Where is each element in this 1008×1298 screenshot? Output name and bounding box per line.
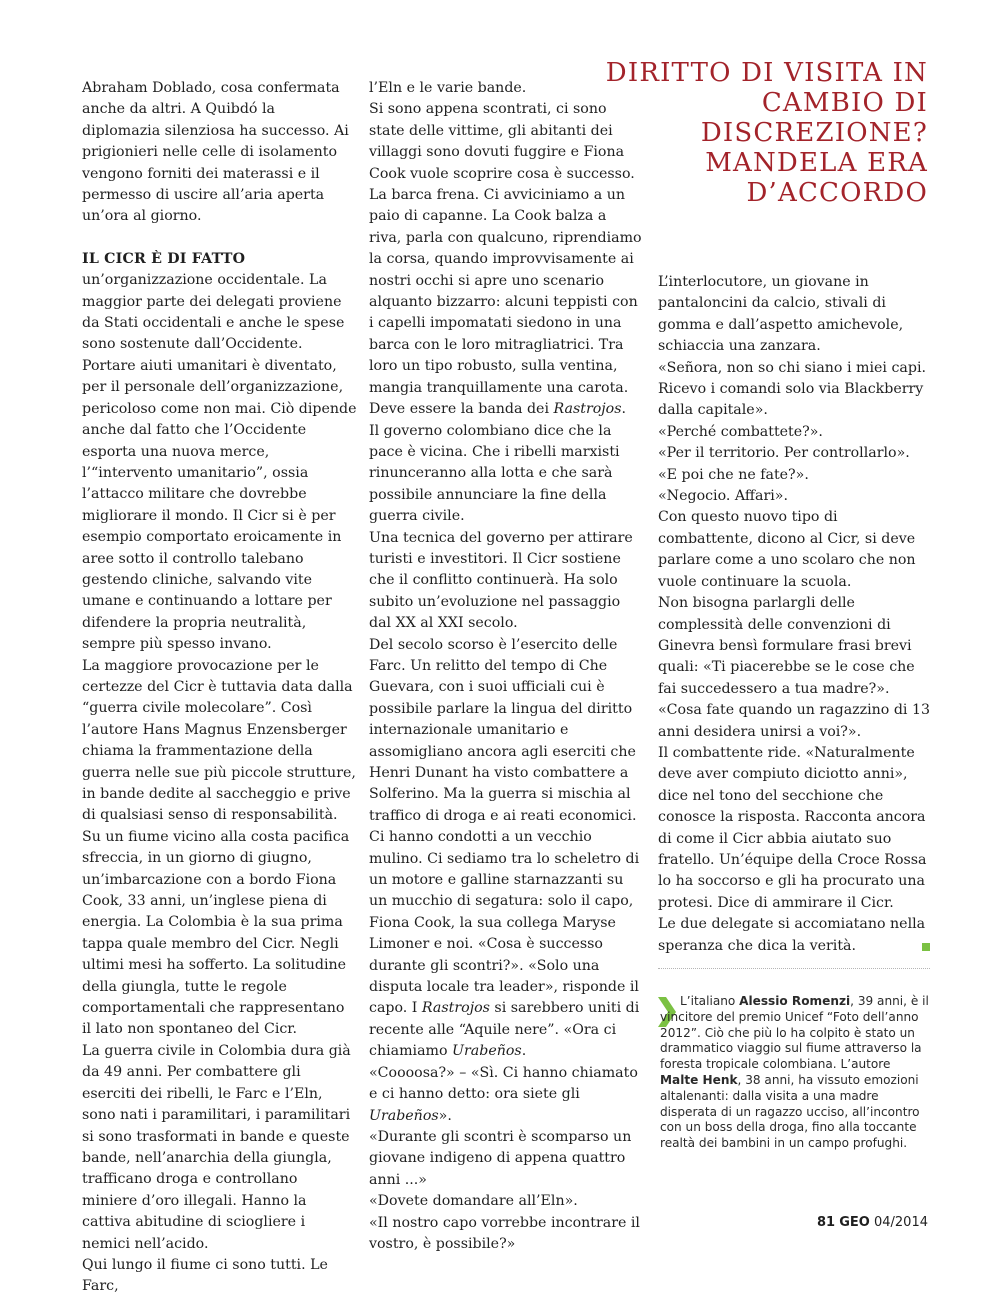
paragraph [369,1063,643,1127]
headline: DIRITTO DI VISITA IN CAMBIO DI DISCREZIONE? MANDELA ERA D’ACCORDO [605,58,928,208]
italic-term: Rastrojos [553,401,622,418]
photo-credits-caption [660,994,930,1152]
paragraph: Il governo colombiano dice che la pace è vicina. Che i ribelli marxisti rinunceranno alla lotta e che sarà possibile annunciare la fine della guerra civile. [369,422,620,525]
caption-text [660,994,930,1152]
paragraph [369,827,643,1062]
paragraph: «Perché combattete?». [658,423,823,440]
paragraph [82,249,357,656]
paragraph-text: Si sono appena scontrati, ci sono state delle vittime, gli abitanti dei villaggi sono dovuti fuggire e Fiona Cook vuole scoprire cosa è successo. La barca frena. Ci avviciniamo a un paio di capanne. La Cook balza a riva, parla con qualcuno, riprendiamo la corsa, quando improvvisamente ai nostri occhi si apre uno scenario alquanto bizzarro: alcuni teppisti con i capelli impomatati siedono in una barca con le loro mitragliatrici. Tra loro un tipo robusto, sulla ventina, mangia tranquillamente una carota. Deve essere la banda dei [369,101,642,418]
magazine-name: GEO [839,1215,870,1230]
paragraph: Una tecnica del governo per attirare turisti e investitori. Il Cicr sostiene che il conflitto continuerà. Ha solo subito un’evoluzione nel passaggio dal XX al XXI secolo. [369,529,633,632]
paragraph [658,914,930,957]
paragraph-text: si sarebbero uniti di recente alle “Aquile nere”. «Ora ci chiamiamo [369,1000,640,1060]
text-column-1 [82,78,357,1298]
paragraph: La guerra civile in Colombia dura già da 49 anni. Per combattere gli eserciti dei ribelli, le Farc e l’Eln, sono nati i paramilitari, i paramilitari si sono trasformati in bande e queste bande, nell’anarchia della giungla, trafficano droga e controllano miniere d’oro illegali. Hanno la cattiva abitudine di sciogliere i nemici nell’acido. [82,1042,351,1252]
paragraph: Con questo nuovo tipo di combattente, dicono al Cicr, si deve parlare come a uno scolaro che non vuole continuare la scuola. [658,509,916,590]
paragraph: Abraham Doblado, cosa confermata anche da altri. A Quibdó la diplomazia silenziosa ha successo. Ai prigionieri nelle celle di isolamento vengono forniti dei materassi e il permesso di uscire all’aria aperta un’ora al giorno. [82,80,349,225]
caption-run: L’italiano [680,994,740,1008]
paragraph-gap [82,228,357,249]
paragraph: La maggiore provocazione per le certezze del Cicr è tuttavia data dalla “guerra civile molecolare”. Così l’autore Hans Magnus Enzensberger chiama la frammentazione della guerra nelle sue più piccole strutture, in bande dedite al saccheggio e prive di qualsiasi senso di responsabilità. [82,657,356,824]
caption-run: , 38 anni, ha vissuto emozioni altalenanti: dalla visita a una madre disperata di un ragazzo ucciso, all’incontro con un boss della droga, fino alla toccante realtà dei bambini in un campo profughi. [660,1072,920,1151]
paragraph: «Negocio. Affari». [658,488,788,505]
text-column-2 [369,78,643,1255]
paragraph: «E poi che ne fate?». [658,466,809,483]
paragraph-text: Le due delegate si accomiatano nella speranza che dica la verità. [658,916,926,954]
italic-term: Urabeños [452,1043,522,1060]
paragraph: «Señora, non so chi siano i miei capi. Ricevo i comandi solo via Blackberry dalla capitale». [658,359,927,419]
paragraph: l’Eln e le varie bande. [369,80,527,96]
page-folio [817,1215,928,1230]
paragraph: L’interlocutore, un giovane in pantaloncini da calcio, stivali di gomma e dall’aspetto amichevole, schiaccia una zanzara. [658,274,904,355]
paragraph: «Cosa fate quando un ragazzino di 13 anni desidera unirsi a voi?». [658,702,931,740]
text-column-3 [658,272,930,957]
paragraph: Su un fiume vicino alla costa pacifica sfreccia, in un giorno di giugno, un’imbarcazione con a bordo Fiona Cook, 33 anni, un’inglese piena di energia. La Colombia è la sua prima tappa quale membro del Cicr. Negli ultimi mesi ha sofferto. La solitudine della giungla, tutte le regole comportamentali che rappresentano il lato non spontaneo del Cicr. [82,828,350,1038]
paragraph: Qui lungo il fiume ci sono tutti. Le Farc, [82,1256,328,1295]
italic-term: Rastrojos [421,1000,490,1017]
paragraph-text: Ci hanno condotti a un vecchio mulino. Ci sediamo tra lo scheletro di un motore e galline starnazzanti su un mucchio di segatura: solo il capo, Fiona Cook, la sua collega Maryse Limoner e noi. «Cosa è successo durante gli scontri?». «Solo una disputa locale tra leader», risponde il capo. I [369,829,640,1017]
paragraph: «Durante gli scontri è scomparso un giovane indigeno di appena quattro anni ...» [369,1128,632,1188]
paragraph: «Il nostro capo vorrebbe incontrare il vostro, è possibile?» [369,1214,640,1252]
paragraph: «Per il territorio. Per controllarlo». [658,445,910,462]
photographer-name: Alessio Romenzi [739,994,851,1008]
paragraph-text: . [521,1043,527,1060]
paragraph: Non bisogna parlargli delle complessità delle convenzioni di Ginevra bensì formulare frasi brevi quali: «Ti piacerebbe se le cose che fai succedessero a tua madre?». [658,595,915,697]
caption-divider [658,968,930,969]
paragraph: Il combattente ride. «Naturalmente deve aver compiuto diciotto anni», dice nel tono del secchione che conosce la risposta. Racconta ancora di come il Cicr abbia aiutato suo fratello. Un’équipe della Croce Rossa lo ha soccorso e gli ha procurato una protesi. Dice di ammirare il Cicr. [658,744,927,911]
paragraph-text: un’organizzazione occidentale. La maggior parte dei delegati proviene da Stati occidentali e anche le spese sono sostenute dall’Occidente. Portare aiuti umanitari è diventato, per il personale dell’organizzazione, pericoloso come non mai. Ciò dipende anche dal fatto che l’Occidente esporta una nuova merce, l’“intervento umanitario”, ossia l’attacco militare che dovrebbe migliorare il mondo. Il Cicr si è per esempio comportato eroicamente in aree sotto il controllo talebano gestendo cliniche, salvando vite umane e continuando a lottare per difendere la propria neutralità, sempre più spesso invano. [82,272,357,653]
paragraph-text: . [621,401,627,418]
paragraph-text: «Coooosa?» – «Sì. Ci hanno chiamato e ci hanno detto: ora siete gli [369,1064,638,1103]
paragraph [369,99,643,420]
paragraph: «Dovete domandare all’Eln». [369,1193,578,1210]
square-icon [922,943,930,951]
caption-run: , 39 anni, è il vincitore del premio Unicef “Foto dell’anno 2012”. Ciò che più lo ha colpito è stato un drammatico viaggio sul fiume attraverso la foresta tropicale colombiana. L’autore [660,994,929,1072]
issue-date: 04/2014 [873,1215,928,1230]
paragraph: Del secolo scorso è l’esercito delle Farc. Un relitto del tempo di Che Guevara, con i suoi ufficiali cui è possibile parlare la lingua del diritto internazionale umanitario e assomigliano ancora agli eserciti che Henri Dunant ha visto combattere a Solferino. Ma la guerra si mischia al traffico di droga e ai reati economici. [369,636,637,824]
lead-in: IL CICR È DI FATTO [82,250,246,267]
paragraph-text: ». [438,1107,452,1124]
page-number: 81 [817,1215,836,1230]
author-name: Malte Henk [660,1072,738,1087]
italic-term: Urabeños [369,1107,439,1124]
